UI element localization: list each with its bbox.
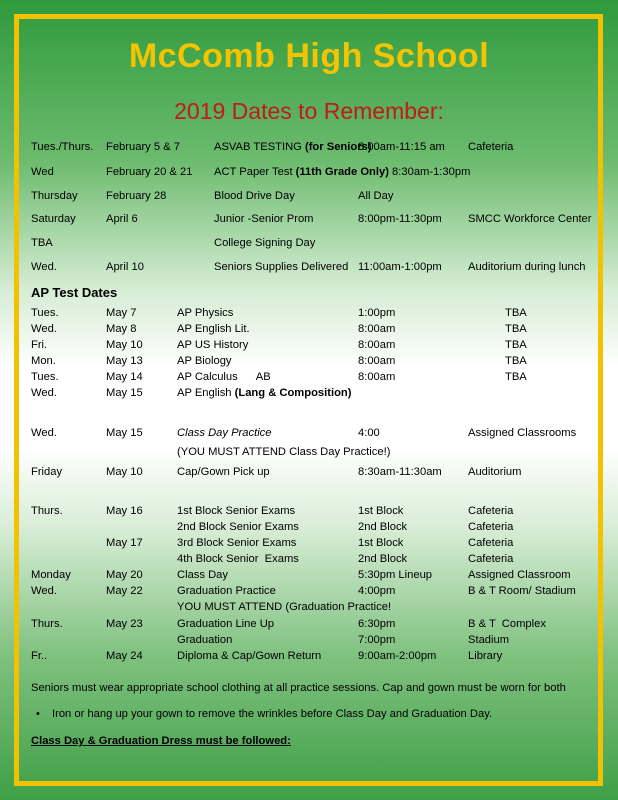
senior-day: Friday bbox=[31, 466, 63, 478]
senior-location: B & T Complex bbox=[468, 618, 546, 630]
event-name bbox=[214, 164, 470, 180]
ap-subject-text: AP English bbox=[177, 387, 232, 399]
senior-event-row bbox=[0, 583, 618, 599]
event-day: Wed bbox=[31, 166, 54, 178]
ap-date: May 14 bbox=[106, 371, 143, 383]
senior-day: Wed. bbox=[31, 585, 57, 597]
ap-test-row bbox=[0, 385, 618, 401]
event-name: College Signing Day bbox=[214, 237, 316, 249]
senior-location: Assigned Classroom bbox=[468, 569, 571, 581]
ap-subject: AP Calculus AB bbox=[177, 371, 271, 383]
senior-event: Class Day bbox=[177, 569, 228, 581]
event-day: Saturday bbox=[31, 213, 76, 225]
senior-event-row bbox=[0, 599, 618, 615]
event-day: Wed. bbox=[31, 261, 57, 273]
senior-location: Auditorium bbox=[468, 466, 522, 478]
gown-note: Iron or hang up your gown to remove the wrinkles before Class Day and Graduation Day. bbox=[52, 708, 493, 720]
senior-time: 9:00am-2:00pm bbox=[358, 650, 437, 662]
senior-event: Diploma & Cap/Gown Return bbox=[177, 650, 322, 662]
ap-day: Fri. bbox=[31, 339, 48, 351]
senior-time: 2nd Block bbox=[358, 521, 408, 533]
event-time: 11:00am-1:00pm bbox=[358, 261, 442, 273]
ap-day: Tues. bbox=[31, 307, 59, 319]
event-time: 8:00am-11:15 am bbox=[358, 141, 445, 153]
senior-event: Cap/Gown Pick up bbox=[177, 466, 270, 478]
event-time: All Day bbox=[358, 190, 394, 202]
ap-time: 8:00am bbox=[358, 371, 396, 383]
senior-time: 1st Block bbox=[358, 505, 404, 517]
senior-location: Cafeteria bbox=[468, 537, 514, 549]
senior-event-row bbox=[0, 425, 618, 441]
senior-date: May 20 bbox=[106, 569, 143, 581]
senior-event: 2nd Block Senior Exams bbox=[177, 521, 299, 533]
event-location: Auditorium during lunch bbox=[468, 261, 586, 273]
senior-event: Class Day Practice bbox=[177, 427, 272, 439]
ap-location: TBA bbox=[505, 307, 527, 319]
senior-event-row bbox=[0, 632, 618, 648]
senior-event-row bbox=[0, 616, 618, 632]
senior-time: 5:30pm Lineup bbox=[358, 569, 433, 581]
senior-event: Graduation Practice bbox=[177, 585, 276, 597]
ap-date: May 7 bbox=[106, 307, 137, 319]
ap-day: Tues. bbox=[31, 371, 59, 383]
event-row bbox=[0, 259, 618, 275]
ap-date: May 10 bbox=[106, 339, 143, 351]
event-name: Blood Drive Day bbox=[214, 190, 295, 202]
senior-day: Thurs. bbox=[31, 505, 63, 517]
event-date: April 10 bbox=[106, 261, 144, 273]
senior-event: 4th Block Senior Exams bbox=[177, 553, 299, 565]
senior-date: May 23 bbox=[106, 618, 143, 630]
senior-event: YOU MUST ATTEND (Graduation Practice! bbox=[177, 601, 392, 613]
senior-event: Graduation Line Up bbox=[177, 618, 275, 630]
ap-subject: AP Biology bbox=[177, 355, 232, 367]
event-name-note: (for Seniors) bbox=[304, 141, 372, 153]
ap-day: Mon. bbox=[31, 355, 56, 367]
senior-time: 7:00pm bbox=[358, 634, 396, 646]
ap-time: 1:00pm bbox=[358, 307, 396, 319]
senior-date: May 24 bbox=[106, 650, 143, 662]
event-row bbox=[0, 235, 618, 251]
ap-date: May 13 bbox=[106, 355, 143, 367]
event-day: Thursday bbox=[31, 190, 78, 202]
event-name-text: ASVAB TESTING bbox=[214, 141, 302, 153]
clothing-note: Seniors must wear appropriate school clothing at all practice sessions. Cap and gown must be worn for both bbox=[31, 682, 566, 694]
senior-event: Graduation bbox=[177, 634, 233, 646]
senior-event-row bbox=[0, 503, 618, 519]
event-date: February 20 & 21 bbox=[106, 166, 193, 178]
event-name: Seniors Supplies Delivered bbox=[214, 261, 349, 273]
ap-test-row bbox=[0, 353, 618, 369]
ap-test-row bbox=[0, 369, 618, 385]
senior-event: 3rd Block Senior Exams bbox=[177, 537, 297, 549]
senior-location: B & T Room/ Stadium bbox=[468, 585, 576, 597]
senior-location: Cafeteria bbox=[468, 553, 514, 565]
senior-time: 1st Block bbox=[358, 537, 404, 549]
senior-time: 4:00pm bbox=[358, 585, 396, 597]
senior-event: 1st Block Senior Exams bbox=[177, 505, 296, 517]
event-date: April 6 bbox=[106, 213, 138, 225]
ap-time: 8:00am bbox=[358, 323, 396, 335]
senior-day: Wed. bbox=[31, 427, 57, 439]
senior-location: Stadium bbox=[468, 634, 510, 646]
event-name: Junior -Senior Prom bbox=[214, 213, 314, 225]
senior-day: Fr.. bbox=[31, 650, 48, 662]
ap-location: TBA bbox=[505, 323, 527, 335]
ap-location: TBA bbox=[505, 355, 527, 367]
senior-event-row bbox=[0, 535, 618, 551]
event-row bbox=[0, 139, 618, 155]
senior-time: 2nd Block bbox=[358, 553, 408, 565]
ap-time: 8:00am bbox=[358, 355, 396, 367]
page-subtitle: 2019 Dates to Remember: bbox=[174, 98, 444, 124]
event-day: Tues./Thurs. bbox=[31, 141, 94, 153]
senior-location: Assigned Classrooms bbox=[468, 427, 577, 439]
event-row bbox=[0, 188, 618, 204]
senior-event-row bbox=[0, 648, 618, 664]
ap-location: TBA bbox=[505, 371, 527, 383]
ap-subject: AP Physics bbox=[177, 307, 234, 319]
senior-day: Monday bbox=[31, 569, 71, 581]
dress-code-heading: Class Day & Graduation Dress must be followed: bbox=[31, 735, 291, 747]
event-name-note: (11th Grade Only) bbox=[295, 166, 389, 178]
event-row bbox=[0, 164, 618, 180]
senior-location: Library bbox=[468, 650, 503, 662]
ap-location: TBA bbox=[505, 339, 527, 351]
ap-test-row bbox=[0, 337, 618, 353]
senior-event-row bbox=[0, 551, 618, 567]
bullet-icon: • bbox=[36, 708, 40, 720]
senior-location: Cafeteria bbox=[468, 521, 514, 533]
senior-event-row bbox=[0, 444, 618, 460]
senior-date: May 22 bbox=[106, 585, 143, 597]
ap-test-row bbox=[0, 305, 618, 321]
event-location: SMCC Workforce Center bbox=[468, 213, 592, 225]
ap-day: Wed. bbox=[31, 387, 57, 399]
event-name-text: ACT Paper Test bbox=[214, 166, 293, 178]
senior-date: May 16 bbox=[106, 505, 143, 517]
ap-subject bbox=[177, 385, 351, 401]
ap-time: 8:00am bbox=[358, 339, 396, 351]
event-location: Cafeteria bbox=[468, 141, 514, 153]
senior-event-row bbox=[0, 464, 618, 480]
event-day: TBA bbox=[31, 237, 53, 249]
event-date: February 5 & 7 bbox=[106, 141, 180, 153]
ap-subject-note: (Lang & Composition) bbox=[234, 387, 352, 399]
ap-test-heading: AP Test Dates bbox=[31, 285, 118, 300]
ap-date: May 8 bbox=[106, 323, 137, 335]
senior-event-row bbox=[0, 567, 618, 583]
senior-time: 8:30am-11:30am bbox=[358, 466, 442, 478]
event-row bbox=[0, 211, 618, 227]
ap-day: Wed. bbox=[31, 323, 57, 335]
senior-date: May 10 bbox=[106, 466, 143, 478]
event-time: 8:00pm-11:30pm bbox=[358, 213, 442, 225]
senior-event: (YOU MUST ATTEND Class Day Practice!) bbox=[177, 446, 391, 458]
event-date: February 28 bbox=[106, 190, 167, 202]
ap-date: May 15 bbox=[106, 387, 143, 399]
event-time: 8:30am-1:30pm bbox=[392, 166, 471, 178]
senior-time: 6:30pm bbox=[358, 618, 396, 630]
event-name bbox=[214, 139, 372, 155]
senior-location: Cafeteria bbox=[468, 505, 514, 517]
page-title: McComb High School bbox=[128, 37, 490, 75]
ap-subject: AP US History bbox=[177, 339, 249, 351]
ap-subject: AP English Lit. bbox=[177, 323, 250, 335]
senior-day: Thurs. bbox=[31, 618, 63, 630]
senior-event-row bbox=[0, 519, 618, 535]
senior-date: May 17 bbox=[106, 537, 143, 549]
ap-test-row bbox=[0, 321, 618, 337]
senior-date: May 15 bbox=[106, 427, 143, 439]
senior-time: 4:00 bbox=[358, 427, 380, 439]
